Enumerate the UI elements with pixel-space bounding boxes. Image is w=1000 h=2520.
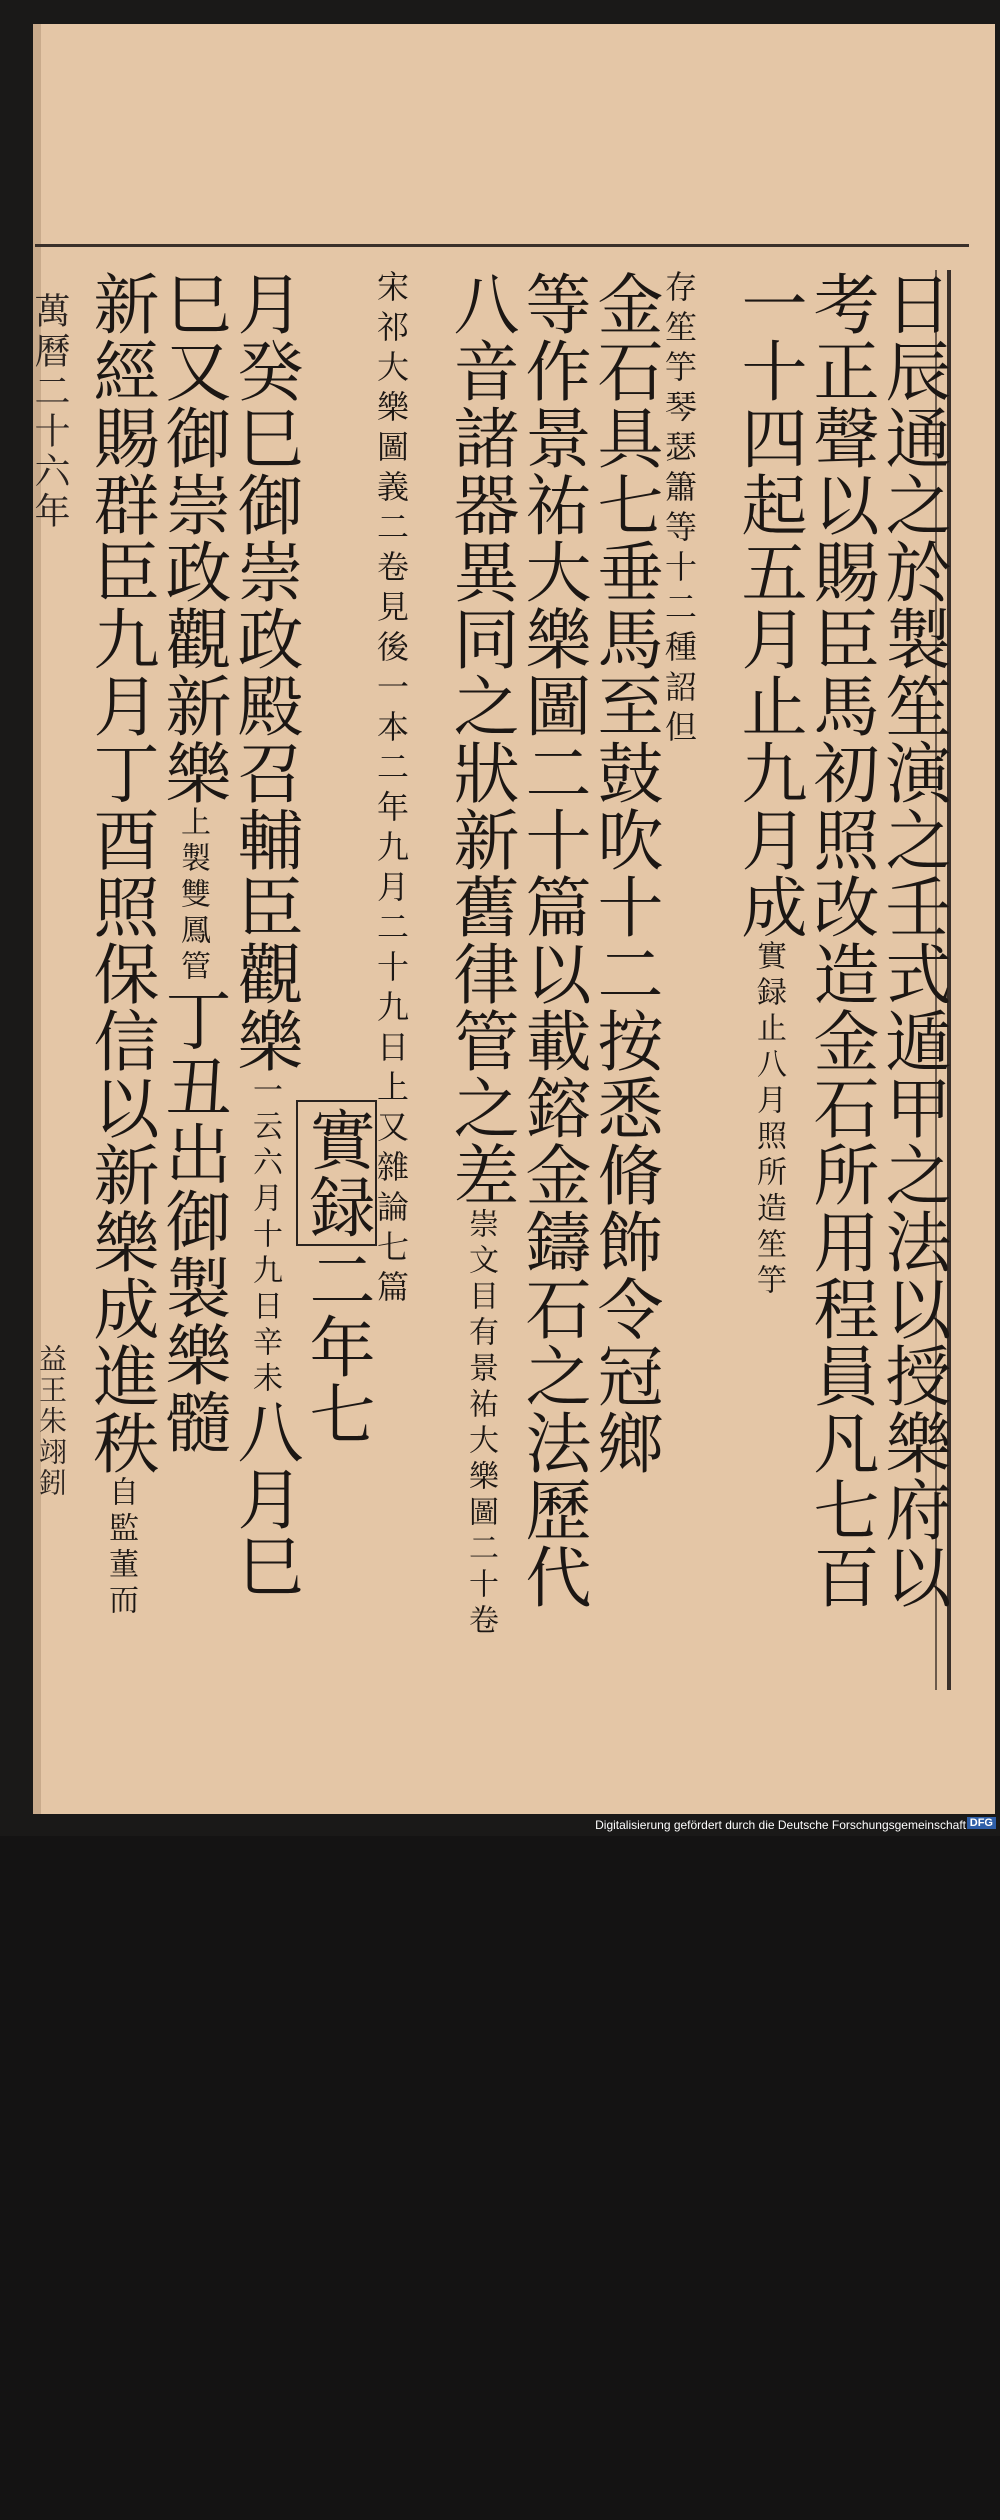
text-columns bbox=[33, 270, 951, 1690]
text-column bbox=[372, 270, 410, 1690]
text-column bbox=[586, 270, 663, 1690]
text-column bbox=[874, 270, 951, 1690]
column-text: 八音諸器異同之狀新舊律管之差 bbox=[442, 270, 519, 1208]
interlinear-note: 一云六月十九日辛未 bbox=[247, 1074, 282, 1398]
column-text: 二年七 bbox=[298, 1246, 375, 1447]
digitization-credit: Digitalisierung gefördert durch die Deutsche Forschungsgemeinschaft bbox=[595, 1818, 966, 1832]
text-column bbox=[730, 270, 807, 1690]
column-tail-text: 八月巳 bbox=[226, 1398, 303, 1599]
column-text: 新經賜群臣九月丁酉照保信以新樂成進秩 bbox=[82, 270, 159, 1476]
interlinear-note: 崇文目有景祐大樂圖二十卷 bbox=[463, 1208, 498, 1640]
text-column bbox=[154, 270, 231, 1690]
interlinear-note: 實録止八月照所造笙竽 bbox=[751, 940, 786, 1300]
margin-bottom-note: 益王朱翊鈏 bbox=[35, 1344, 68, 1499]
interlinear-note: 上製雙鳳管 bbox=[175, 806, 210, 986]
text-column bbox=[802, 270, 879, 1690]
column-text: 金石具七垂馬至鼓吹十二按悉脩飾令冠鄉 bbox=[586, 270, 663, 1476]
column-text: 考正聲以賜臣馬初照改造金石所用程員凡七百 bbox=[802, 270, 879, 1610]
text-column bbox=[660, 270, 698, 1690]
column-small-text: 宋祁大樂圖義二卷見後一本二年九月二十九日上又雜論七篇 bbox=[372, 270, 410, 1310]
column-text: 月癸巳御崇政殿召輔臣觀樂 bbox=[226, 270, 303, 1074]
column-text: 日辰通之於製笙演之壬式遁甲之法以授樂府以 bbox=[874, 270, 951, 1610]
text-column bbox=[442, 270, 519, 1690]
margin-title: 萬曆二十六年 bbox=[29, 292, 70, 532]
interlinear-note: 自監董而 bbox=[103, 1476, 138, 1620]
text-column bbox=[514, 270, 591, 1690]
text-column bbox=[298, 1100, 375, 2520]
column-text: 等作景祐大樂圖二十篇以載鎔金鑄石之法歷代 bbox=[514, 270, 591, 1610]
dfg-logo-badge: DFG bbox=[967, 1817, 996, 1829]
column-text: 一十四起五月止九月成 bbox=[730, 270, 807, 940]
column-small-text: 存笙竽琴瑟簫等十二種詔但 bbox=[660, 270, 698, 750]
column-text: 巳又御崇政觀新樂 bbox=[154, 270, 231, 806]
column-tail-text: 丁丑出御製樂髓 bbox=[154, 986, 231, 1455]
boxed-citation: 實録 bbox=[296, 1100, 377, 1246]
text-column bbox=[226, 270, 303, 1690]
book-page bbox=[29, 24, 995, 1814]
text-column bbox=[82, 270, 159, 1690]
